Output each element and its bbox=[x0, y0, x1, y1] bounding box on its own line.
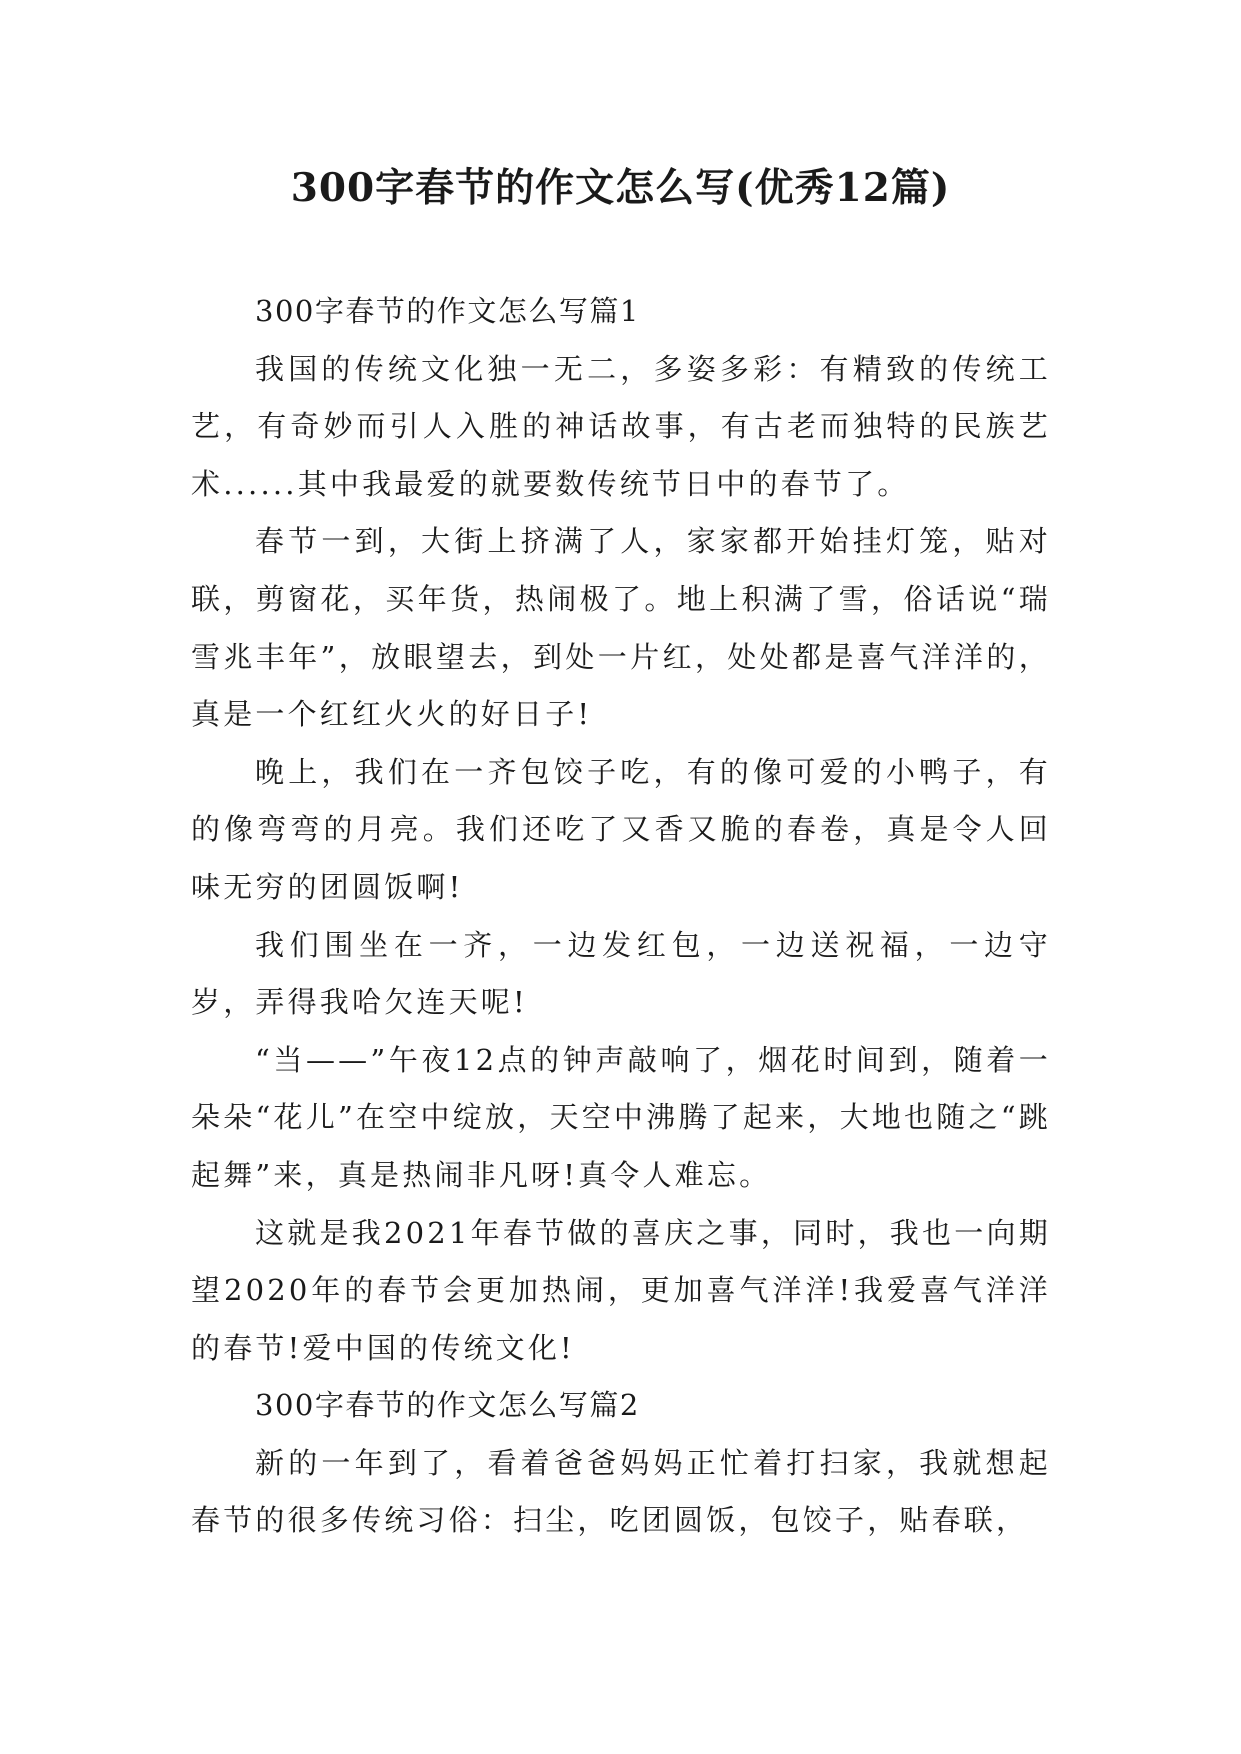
paragraph: 春节一到，大街上挤满了人，家家都开始挂灯笼，贴对联，剪窗花，买年货，热闹极了。地上积满了雪，俗话说“瑞雪兆丰年”，放眼望去，到处一片红，处处都是喜气洋洋的，真是一个红红火火的好日子! bbox=[191, 524, 1051, 732]
paragraph: “当——”午夜12点的钟声敲响了，烟花时间到，随着一朵朵“花儿”在空中绽放，天空中沸腾了起来，大地也随之“跳起舞”来，真是热闹非凡呀!真令人难忘。 bbox=[191, 1042, 1051, 1192]
section-heading-1: 300字春节的作文怎么写篇1 bbox=[255, 294, 640, 328]
paragraph: 晚上，我们在一齐包饺子吃，有的像可爱的小鸭子，有的像弯弯的月亮。我们还吃了又香又脆的春卷，真是令人回味无穷的团圆饭啊! bbox=[191, 754, 1051, 904]
paragraph: 这就是我2021年春节做的喜庆之事，同时，我也一向期望2020年的春节会更加热闹，更加喜气洋洋!我爱喜气洋洋的春节!爱中国的传统文化! bbox=[191, 1215, 1051, 1365]
paragraph: 我们围坐在一齐，一边发红包，一边送祝福，一边守岁，弄得我哈欠连天呢! bbox=[191, 927, 1051, 1020]
paragraph: 新的一年到了，看着爸爸妈妈正忙着打扫家，我就想起春节的很多传统习俗：扫尘，吃团圆饭，包饺子，贴春联， bbox=[191, 1445, 1051, 1538]
document-body bbox=[191, 283, 1051, 1550]
document-title: 300字春节的作文怎么写(优秀12篇) bbox=[290, 165, 951, 211]
section-heading-2: 300字春节的作文怎么写篇2 bbox=[255, 1388, 640, 1423]
paragraph: 我国的传统文化独一无二，多姿多彩：有精致的传统工艺，有奇妙而引人入胜的神话故事，有古老而独特的民族艺术......其中我最爱的就要数传统节日中的春节了。 bbox=[191, 351, 1051, 501]
